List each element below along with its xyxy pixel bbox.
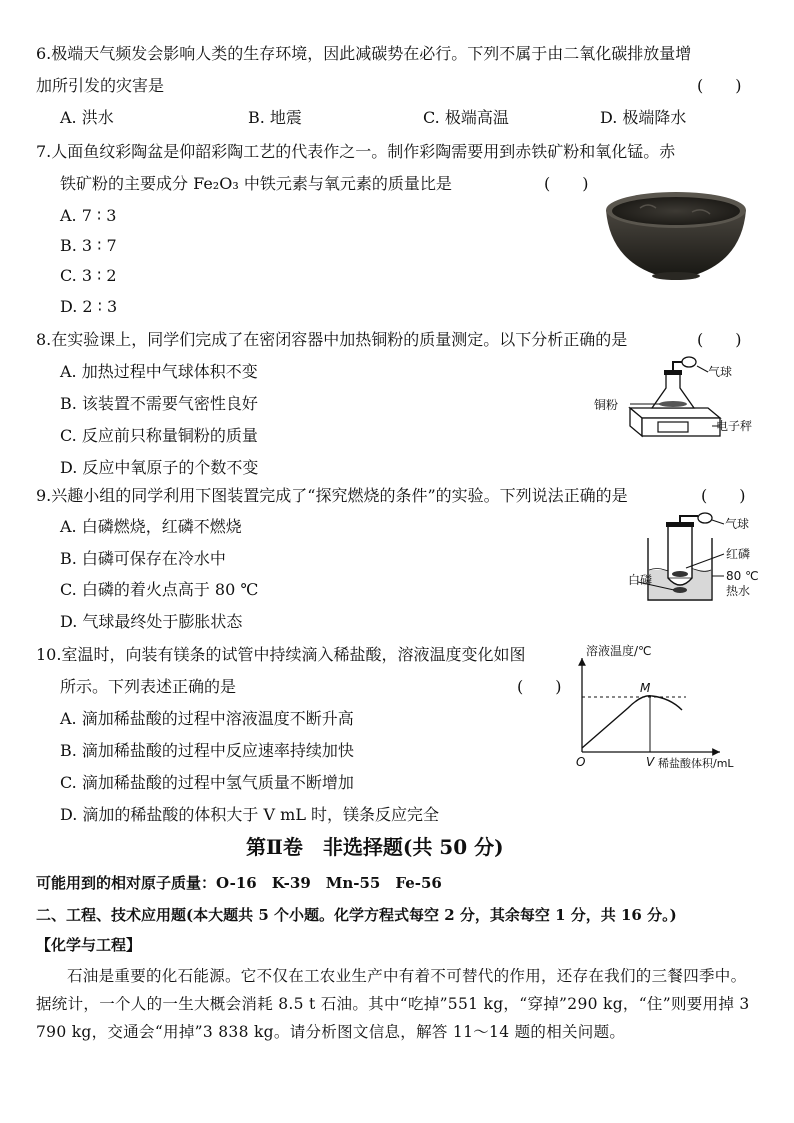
section2-title: 第Ⅱ卷 非选择题(共 50 分) [246,835,504,859]
q8-fig-copper-label: 铜粉 [594,398,619,412]
q10-stem-line2: 所示。下列表述正确的是 [60,677,237,696]
q6-answer-bracket: ( ) [697,76,742,95]
q6-option-c: C. 极端高温 [423,108,509,127]
q9-option-a: A. 白磷燃烧，红磷不燃烧 [60,517,242,536]
q9-fig-hot-water-label: 热水 [726,584,751,598]
q7-option-a: A. 7 ∶ 3 [60,206,117,225]
q10-graph-origin-label: O [576,755,586,769]
petroleum-paragraph: 石油是重要的化石能源。它不仅在工农业生产中有着不可替代的作用，还存在我们的三餐四季中。据统计，一个人的一生大概会消耗 8.5 t 石油。其中“吃掉”551 kg，“穿掉”290 kg，“住”则要用掉 3 790 kg，交通会“用掉”3 838 kg。请分析图文信息，解答 11～14 题的相关问题。 [36,967,750,1041]
q7-answer-bracket: ( ) [544,174,589,193]
q10-graph-ylabel: 溶液温度/℃ [586,644,652,658]
q8-answer-bracket: ( ) [697,330,742,349]
q9-fig-balloon-label: 气球 [725,517,750,531]
q9-option-b: B. 白磷可保存在冷水中 [60,549,226,568]
q9-option-d: D. 气球最终处于膨胀状态 [60,612,243,631]
q7-stem-line1: 7.人面鱼纹彩陶盆是仰韶彩陶工艺的代表作之一。制作彩陶需要用到赤铁矿粉和氧化锰。赤 [36,142,676,161]
q6-option-a: A. 洪水 [60,108,114,127]
q8-option-d: D. 反应中氧原子的个数不变 [60,458,259,477]
q6-stem-line2: 加所引发的灾害是 [36,76,165,95]
q8-option-c: C. 反应前只称量铜粉的质量 [60,426,258,445]
q10-temperature-graph [574,640,760,774]
q10-answer-bracket: ( ) [517,677,562,696]
part2-title: 二、工程、技术应用题(本大题共 5 个小题。化学方程式每空 2 分，其余每空 1 分，共 16 分。) [36,906,677,924]
q10-option-a: A. 滴加稀盐酸的过程中溶液温度不断升高 [60,709,354,728]
q10-option-d: D. 滴加的稀盐酸的体积大于 V mL 时，镁条反应完全 [60,805,440,824]
q10-stem-line1: 10.室温时，向装有镁条的试管中持续滴入稀盐酸，溶液温度变化如图 [36,645,526,664]
q8-fig-balloon-label: 气球 [708,365,733,379]
q8-apparatus-figure [590,352,760,452]
pottery-basin-image [600,188,752,284]
q10-option-c: C. 滴加稀盐酸的过程中氢气质量不断增加 [60,773,354,792]
q8-fig-scale-label: 电子秤 [716,419,753,433]
q10-graph-peak-label: M [640,681,651,695]
q9-answer-bracket: ( ) [701,486,746,505]
q7-option-b: B. 3 ∶ 7 [60,236,117,255]
q10-graph-v-label: V [646,755,655,769]
q9-fig-red-phosphorus-label: 红磷 [726,547,751,561]
q10-option-b: B. 滴加稀盐酸的过程中反应速率持续加快 [60,741,354,760]
q7-option-d: D. 2 ∶ 3 [60,297,118,316]
q9-fig-temperature-label: 80 ℃ [726,569,759,583]
q6-option-b: B. 地震 [248,108,302,127]
q7-option-c: C. 3 ∶ 2 [60,266,117,285]
q9-apparatus-figure [628,512,763,606]
chem-engineering-subhead: 【化学与工程】 [36,936,142,954]
q9-fig-white-phosphorus-label: 白磷 [628,573,653,587]
q6-stem-line1: 6.极端天气频发会影响人类的生存环境，因此减碳势在必行。下列不属于由二氧化碳排放量增 [36,44,692,63]
q8-option-b: B. 该装置不需要气密性良好 [60,394,258,413]
q10-graph-xlabel: 稀盐酸体积/mL [658,757,734,770]
q9-stem: 9.兴趣小组的同学利用下图装置完成了“探究燃烧的条件”的实验。下列说法正确的是 [36,486,628,505]
atomic-masses: 可能用到的相对原子质量：O-16 K-39 Mn-55 Fe-56 [36,874,442,892]
q7-stem-line2: 铁矿粉的主要成分 Fe₂O₃ 中铁元素与氧元素的质量比是 [60,174,452,193]
q8-stem: 8.在实验课上，同学们完成了在密闭容器中加热铜粉的质量测定。以下分析正确的是 [36,330,628,349]
q8-option-a: A. 加热过程中气球体积不变 [60,362,258,381]
q6-option-d: D. 极端降水 [600,108,687,127]
q10-graph-curve [582,696,682,748]
q9-option-c: C. 白磷的着火点高于 80 ℃ [60,580,259,599]
